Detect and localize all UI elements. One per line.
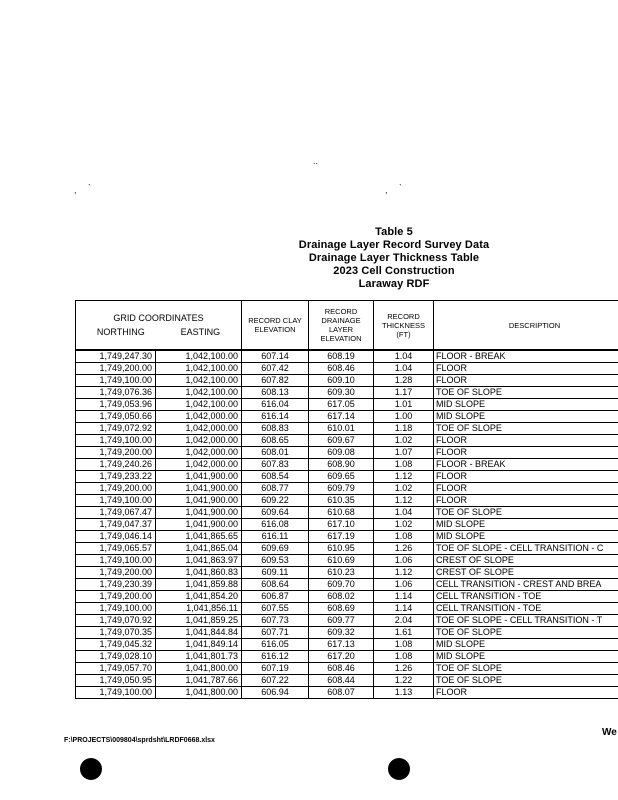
clay-elevation-cell: 608.77 [242,483,309,495]
drainage-elevation-cell: 608.46 [309,363,374,375]
punch-hole [388,758,410,780]
thickness-cell: 1.18 [374,423,434,435]
northing-cell: 1,749,045.32 [76,639,156,651]
thickness-cell: 1.26 [374,543,434,555]
drainage-elevation-cell: 609.65 [309,471,374,483]
easting-cell: 1,041,859.88 [156,579,242,591]
northing-cell: 1,749,053.96 [76,399,156,411]
scan-speck: .. [313,156,319,166]
page-corner-text: We [602,727,617,738]
clay-elevation-cell: 616.11 [242,531,309,543]
easting-cell: 1,042,000.00 [156,435,242,447]
file-path: F:\PROJECTS\009804\sprdsht\LRDF0668.xlsx [64,737,215,744]
easting-cell: 1,042,100.00 [156,375,242,387]
drainage-elevation-cell: 617.05 [309,399,374,411]
thickness-cell: 1.08 [374,651,434,663]
thickness-cell: 1.00 [374,411,434,423]
drainage-elevation-cell: 609.77 [309,615,374,627]
northing-cell: 1,749,046.14 [76,531,156,543]
table-row [76,579,618,591]
northing-cell: 1,749,070.35 [76,627,156,639]
clay-elevation-cell: 607.71 [242,627,309,639]
clay-elevation-cell: 616.08 [242,519,309,531]
drainage-elevation-cell: 609.32 [309,627,374,639]
table-subtitle: Drainage Layer Thickness Table [308,252,480,264]
clay-elevation-cell: 606.94 [242,687,309,699]
thickness-cell: 1.02 [374,519,434,531]
drainage-elevation-cell: 609.79 [309,483,374,495]
table-row [76,447,618,459]
thickness-cell: 1.14 [374,603,434,615]
clay-elevation-cell: 607.82 [242,375,309,387]
drainage-elevation-cell: 608.69 [309,603,374,615]
drainage-elevation-cell: 608.02 [309,591,374,603]
drainage-elevation-cell: 608.07 [309,687,374,699]
description-cell: MID SLOPE [434,519,618,531]
clay-elevation-cell: 609.69 [242,543,309,555]
description-cell: TOE OF SLOPE [434,627,618,639]
easting-cell: 1,041,787.66 [156,675,242,687]
table-row [76,375,618,387]
description-cell: CELL TRANSITION - TOE [434,591,618,603]
thickness-cell: 1.12 [374,471,434,483]
description-cell: TOE OF SLOPE [434,387,618,399]
thickness-cell: 1.06 [374,555,434,567]
table-row [76,495,618,507]
drainage-elevation-cell: 617.10 [309,519,374,531]
table-subtitle: 2023 Cell Construction [333,265,455,277]
drainage-elevation-cell: 609.30 [309,387,374,399]
table-row [76,687,618,699]
drainage-elevation-cell: 610.23 [309,567,374,579]
easting-cell: 1,041,844.84 [156,627,242,639]
drainage-elevation-cell: 610.01 [309,423,374,435]
clay-elevation-cell: 608.64 [242,579,309,591]
drainage-elevation-cell: 617.14 [309,411,374,423]
northing-cell: 1,749,072.92 [76,423,156,435]
clay-elevation-header: RECORD CLAY ELEVATION [242,301,309,351]
description-cell: FLOOR - BREAK [434,459,618,471]
northing-cell: 1,749,057.70 [76,663,156,675]
northing-cell: 1,749,100.00 [76,603,156,615]
easting-cell: 1,042,100.00 [156,363,242,375]
table-header-row [76,301,618,351]
northing-cell: 1,749,200.00 [76,591,156,603]
drainage-elevation-cell: 609.67 [309,435,374,447]
description-cell: MID SLOPE [434,411,618,423]
table-row [76,531,618,543]
clay-elevation-cell: 609.64 [242,507,309,519]
thickness-cell: 1.22 [374,675,434,687]
northing-cell: 1,749,230.39 [76,579,156,591]
table-row [76,639,618,651]
description-cell: CELL TRANSITION - TOE [434,603,618,615]
northing-cell: 1,749,100.00 [76,555,156,567]
easting-cell: 1,041,800.00 [156,687,242,699]
table-row [76,555,618,567]
table-row [76,651,618,663]
description-cell: FLOOR [434,471,618,483]
easting-cell: 1,041,801.73 [156,651,242,663]
thickness-cell: 1.04 [374,350,434,363]
easting-cell: 1,041,854.20 [156,591,242,603]
northing-cell: 1,749,200.00 [76,447,156,459]
northing-cell: 1,749,065.57 [76,543,156,555]
drainage-elevation-cell: 608.46 [309,663,374,675]
description-cell: MID SLOPE [434,531,618,543]
clay-elevation-cell: 606.87 [242,591,309,603]
clay-elevation-cell: 616.12 [242,651,309,663]
clay-elevation-cell: 616.14 [242,411,309,423]
punch-hole [80,758,102,780]
description-cell: CREST OF SLOPE [434,555,618,567]
description-cell: MID SLOPE [434,651,618,663]
easting-cell: 1,042,000.00 [156,459,242,471]
easting-cell: 1,041,863.97 [156,555,242,567]
thickness-cell: 1.02 [374,435,434,447]
northing-cell: 1,749,200.00 [76,483,156,495]
table-row [76,675,618,687]
clay-elevation-cell: 607.14 [242,350,309,363]
northing-cell: 1,749,100.00 [76,687,156,699]
easting-cell: 1,041,900.00 [156,507,242,519]
northing-cell: 1,749,050.66 [76,411,156,423]
northing-cell: 1,749,050.95 [76,675,156,687]
grid-coordinates-label: GRID COORDINATES [113,313,204,323]
thickness-cell: 1.06 [374,579,434,591]
scan-speck: ` [399,183,402,193]
northing-cell: 1,749,233.22 [76,471,156,483]
table-row [76,603,618,615]
table-row [76,615,618,627]
table-row [76,350,618,363]
thickness-cell: 2.04 [374,615,434,627]
table-row [76,591,618,603]
clay-elevation-cell: 607.55 [242,603,309,615]
clay-elevation-cell: 608.13 [242,387,309,399]
easting-cell: 1,042,000.00 [156,447,242,459]
northing-cell: 1,749,100.00 [76,435,156,447]
description-cell: TOE OF SLOPE [434,423,618,435]
description-cell: FLOOR [434,483,618,495]
table-row [76,435,618,447]
drainage-elevation-cell: 609.70 [309,579,374,591]
table-row [76,663,618,675]
drainage-elevation-cell: 617.20 [309,651,374,663]
description-cell: TOE OF SLOPE - CELL TRANSITION - T [434,615,618,627]
clay-elevation-cell: 616.05 [242,639,309,651]
table-row [76,399,618,411]
northing-cell: 1,749,100.00 [76,495,156,507]
table-row [76,483,618,495]
description-cell: CREST OF SLOPE [434,567,618,579]
clay-elevation-cell: 607.83 [242,459,309,471]
description-cell: FLOOR [434,687,618,699]
grid-coordinates-header [76,301,242,351]
table-subtitle: Laraway RDF [358,278,430,290]
northing-cell: 1,749,240.26 [76,459,156,471]
thickness-cell: 1.08 [374,531,434,543]
easting-cell: 1,041,800.00 [156,663,242,675]
thickness-cell: 1.12 [374,567,434,579]
easting-cell: 1,041,900.00 [156,495,242,507]
scan-speck: , [385,185,388,195]
thickness-cell: 1.08 [374,639,434,651]
thickness-cell: 1.07 [374,447,434,459]
table-row [76,411,618,423]
description-cell: FLOOR [434,375,618,387]
table-row [76,567,618,579]
clay-elevation-cell: 607.22 [242,675,309,687]
easting-cell: 1,042,100.00 [156,350,242,363]
drainage-elevation-cell: 610.68 [309,507,374,519]
clay-elevation-cell: 607.73 [242,615,309,627]
thickness-cell: 1.02 [374,483,434,495]
northing-cell: 1,749,200.00 [76,363,156,375]
clay-elevation-cell: 608.01 [242,447,309,459]
easting-cell: 1,041,900.00 [156,519,242,531]
easting-cell: 1,041,856.11 [156,603,242,615]
clay-elevation-cell: 608.83 [242,423,309,435]
easting-cell: 1,041,849.14 [156,639,242,651]
easting-cell: 1,041,865.04 [156,543,242,555]
thickness-cell: 1.04 [374,507,434,519]
drainage-elevation-cell: 617.19 [309,531,374,543]
table-row [76,471,618,483]
table-title: Drainage Layer Record Survey Data [298,239,490,251]
thickness-cell: 1.14 [374,591,434,603]
description-cell: FLOOR [434,363,618,375]
drainage-elevation-cell: 608.19 [309,350,374,363]
easting-cell: 1,042,000.00 [156,423,242,435]
drainage-elevation-cell: 617.13 [309,639,374,651]
northing-cell: 1,749,047.37 [76,519,156,531]
table-row [76,627,618,639]
drainage-elevation-cell: 609.08 [309,447,374,459]
northing-cell: 1,749,076.36 [76,387,156,399]
description-cell: FLOOR - BREAK [434,350,618,363]
clay-elevation-cell: 616.04 [242,399,309,411]
thickness-cell: 1.28 [374,375,434,387]
clay-elevation-cell: 609.11 [242,567,309,579]
northing-cell: 1,749,028.10 [76,651,156,663]
clay-elevation-cell: 607.19 [242,663,309,675]
northing-cell: 1,749,067.47 [76,507,156,519]
northing-cell: 1,749,100.00 [76,375,156,387]
clay-elevation-cell: 607.42 [242,363,309,375]
northing-header: NORTHING [96,327,145,337]
description-cell: TOE OF SLOPE [434,507,618,519]
drainage-elevation-cell: 610.69 [309,555,374,567]
description-header: DESCRIPTION [434,301,618,351]
thickness-cell: 1.08 [374,459,434,471]
table-row [76,519,618,531]
table-row [76,507,618,519]
drainage-elevation-header: RECORD DRAINAGE LAYER ELEVATION [309,301,374,351]
thickness-cell: 1.01 [374,399,434,411]
drainage-elevation-cell: 608.90 [309,459,374,471]
table-row [76,423,618,435]
table-row [76,363,618,375]
description-cell: CELL TRANSITION - CREST AND BREA [434,579,618,591]
description-cell: FLOOR [434,495,618,507]
easting-header: EASTING [180,327,221,337]
easting-cell: 1,041,865.65 [156,531,242,543]
table-row [76,459,618,471]
easting-cell: 1,042,100.00 [156,387,242,399]
clay-elevation-cell: 609.53 [242,555,309,567]
drainage-elevation-cell: 608.44 [309,675,374,687]
drainage-elevation-cell: 610.95 [309,543,374,555]
scan-speck: , [74,185,77,195]
northing-cell: 1,749,247.30 [76,350,156,363]
scan-speck: ` [88,183,91,193]
table-row [76,543,618,555]
thickness-header: RECORD THICKNESS (FT) [374,301,434,351]
description-cell: MID SLOPE [434,399,618,411]
easting-cell: 1,041,860.83 [156,567,242,579]
thickness-cell: 1.61 [374,627,434,639]
clay-elevation-cell: 608.54 [242,471,309,483]
table-row [76,387,618,399]
thickness-cell: 1.17 [374,387,434,399]
thickness-cell: 1.13 [374,687,434,699]
description-cell: FLOOR [434,447,618,459]
northing-cell: 1,749,200.00 [76,567,156,579]
easting-cell: 1,042,000.00 [156,411,242,423]
table-number: Table 5 [375,226,413,238]
drainage-elevation-cell: 609.10 [309,375,374,387]
easting-cell: 1,042,100.00 [156,399,242,411]
table-title-block [260,226,528,291]
survey-data-table [75,300,618,699]
description-cell: FLOOR [434,435,618,447]
thickness-cell: 1.26 [374,663,434,675]
thickness-cell: 1.12 [374,495,434,507]
easting-cell: 1,041,900.00 [156,483,242,495]
northing-cell: 1,749,070.92 [76,615,156,627]
description-cell: MID SLOPE [434,639,618,651]
description-cell: TOE OF SLOPE - CELL TRANSITION - C [434,543,618,555]
easting-cell: 1,041,900.00 [156,471,242,483]
description-cell: TOE OF SLOPE [434,675,618,687]
description-cell: TOE OF SLOPE [434,663,618,675]
thickness-cell: 1.04 [374,363,434,375]
clay-elevation-cell: 609.22 [242,495,309,507]
easting-cell: 1,041,859.25 [156,615,242,627]
clay-elevation-cell: 608.65 [242,435,309,447]
drainage-elevation-cell: 610.35 [309,495,374,507]
